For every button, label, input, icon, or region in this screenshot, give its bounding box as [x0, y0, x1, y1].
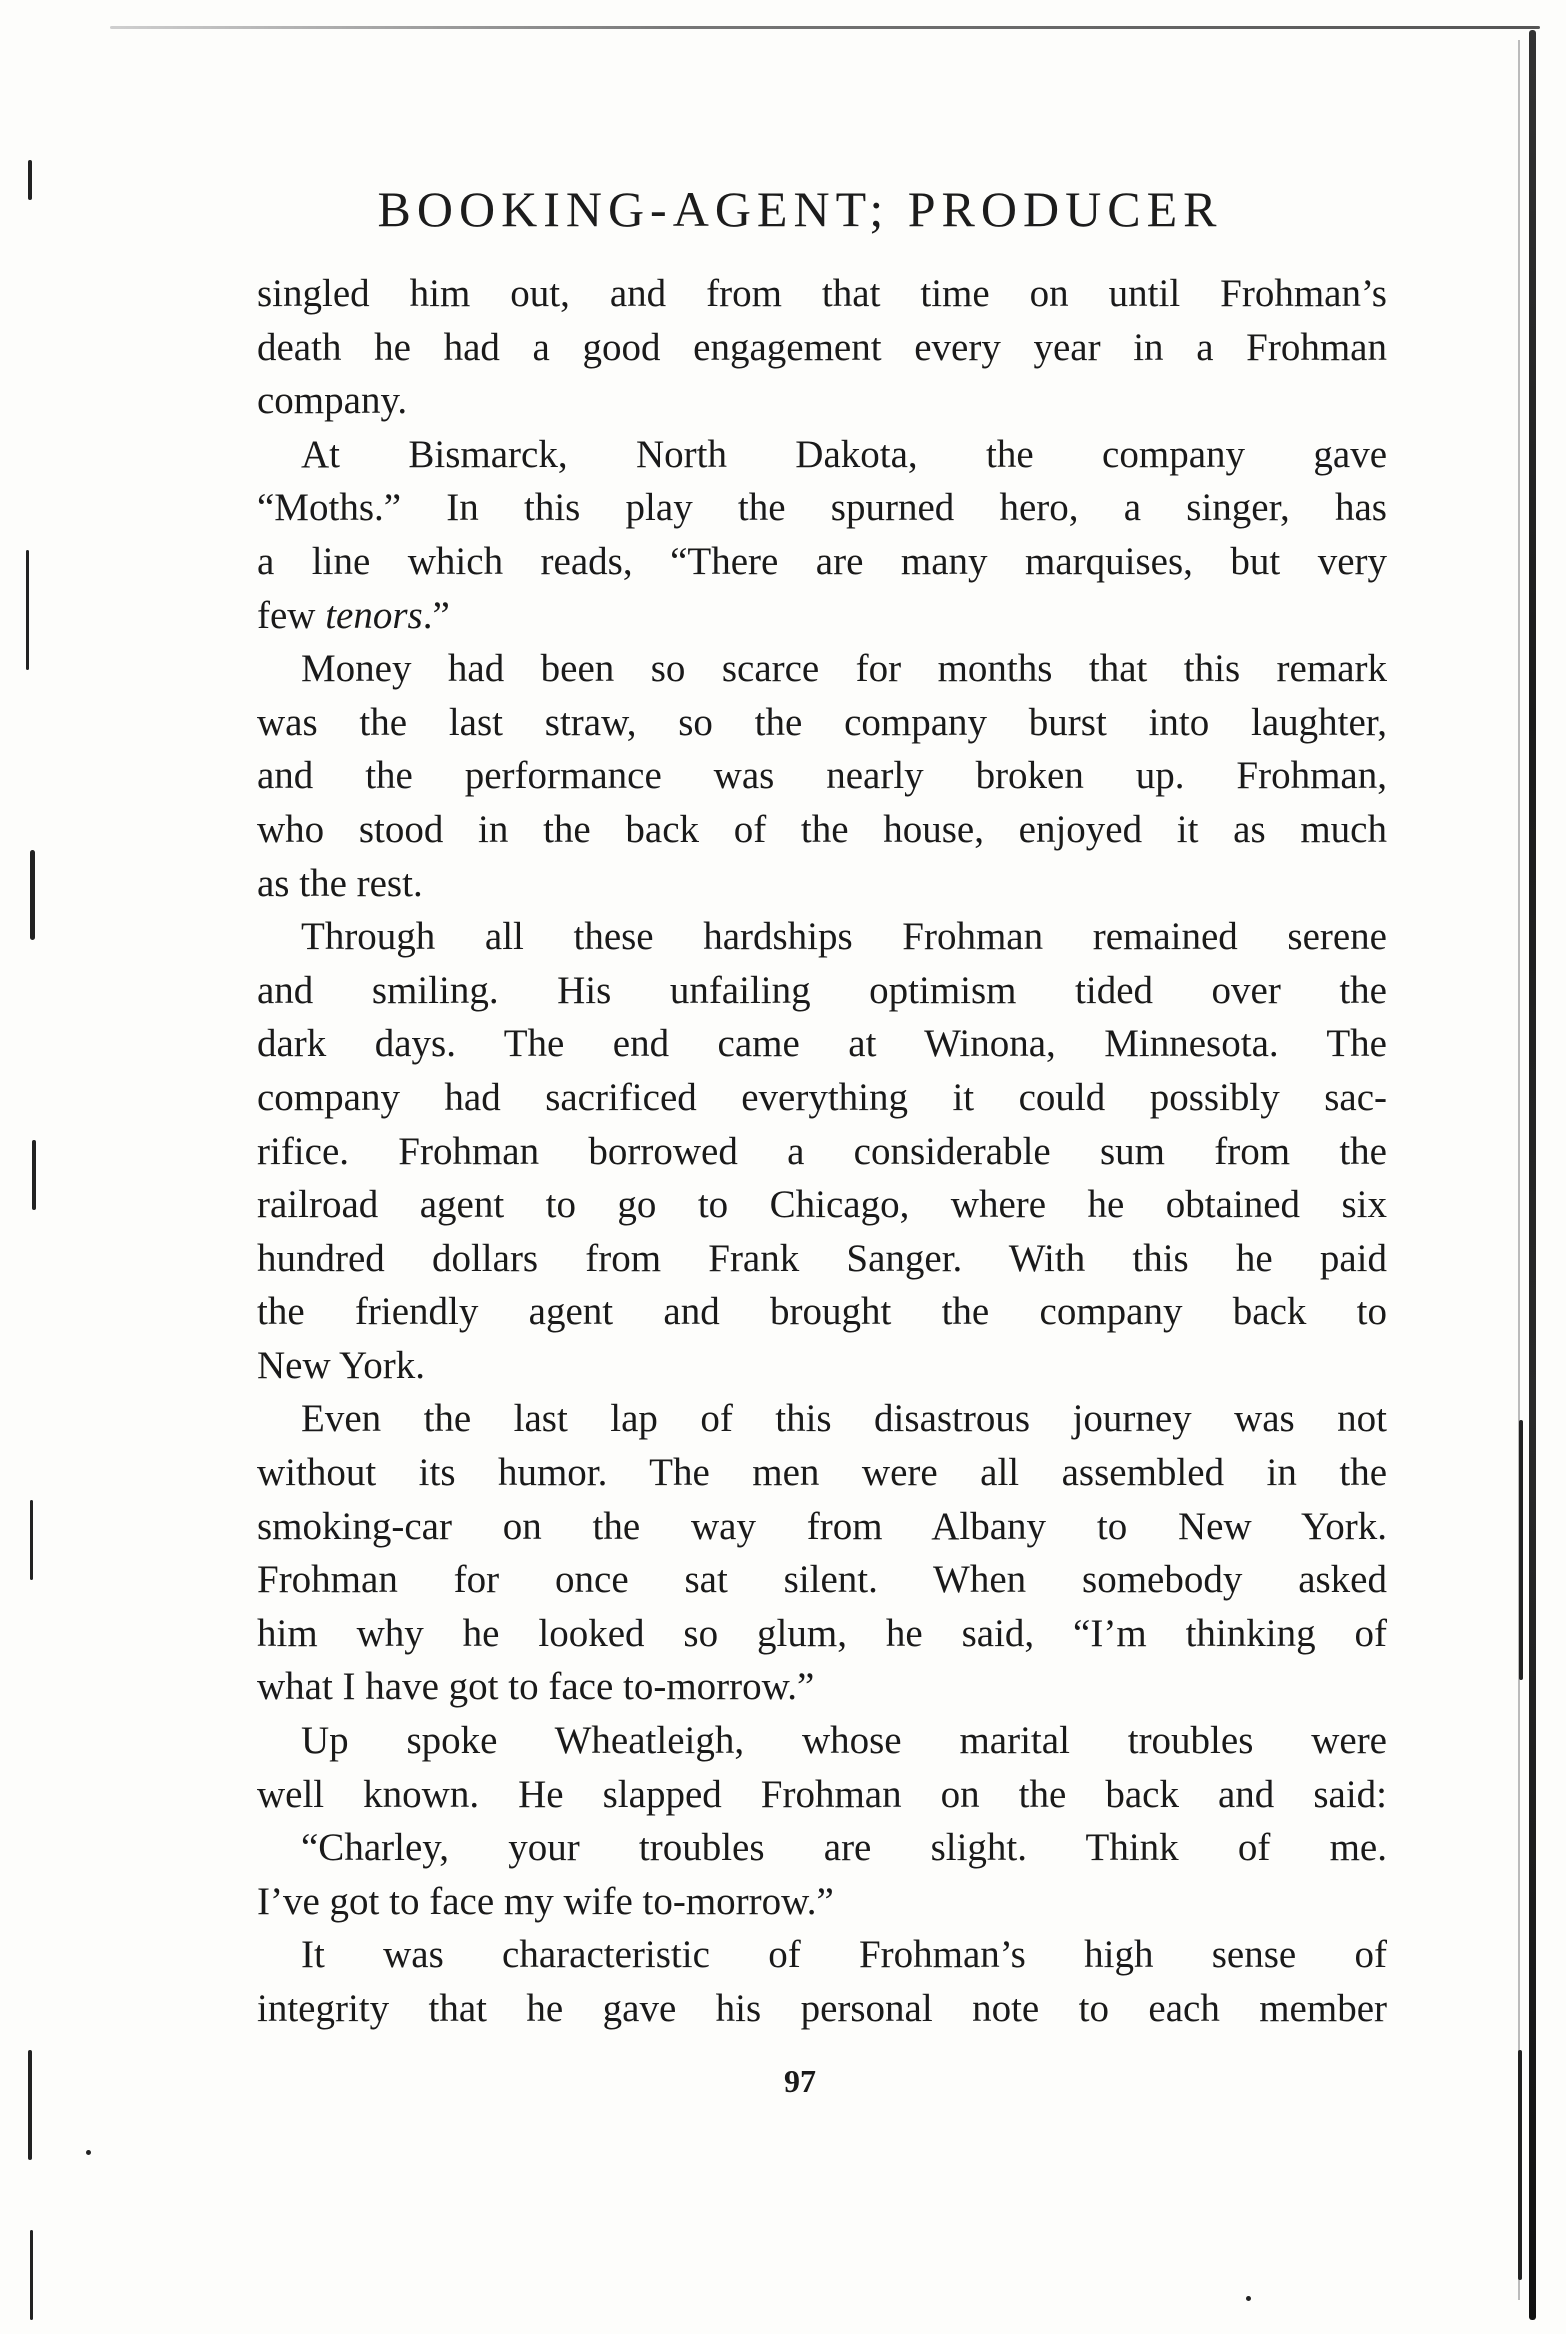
gutter-mark — [32, 1140, 36, 1210]
gutter-mark — [28, 160, 32, 200]
text-line-last: as the rest. — [257, 861, 423, 905]
text-line-last: company. — [257, 379, 408, 423]
text-span: few — [257, 593, 326, 637]
text-line: smoking-car on the way from Albany to New York. — [257, 1504, 1387, 1548]
page-right-inner-edge — [1518, 40, 1520, 2300]
text-line: company had sacrificed everything it could possibly sac- — [257, 1075, 1387, 1119]
text-line: Up spoke Wheatleigh, whose marital troubles were — [301, 1719, 1387, 1763]
text-span: .” — [422, 593, 450, 637]
text-line: was the last straw, so the company burst into laughter, — [257, 700, 1387, 744]
text-line: and the performance was nearly broken up. Frohman, — [257, 754, 1387, 798]
text-line: and smiling. His unfailing optimism tided over the — [257, 968, 1387, 1012]
paragraph — [257, 1821, 1387, 1928]
gutter-mark — [30, 850, 35, 940]
right-edge-mark — [1518, 2050, 1522, 2280]
page-top-edge — [110, 26, 1540, 29]
text-line: dark days. The end came at Winona, Minnesota. The — [257, 1022, 1387, 1066]
gutter-mark — [30, 1500, 33, 1580]
speck — [1246, 2296, 1251, 2301]
text-line-last: what I have got to face to-morrow.” — [257, 1665, 815, 1709]
italic-word: tenors — [325, 593, 423, 637]
text-line: who stood in the back of the house, enjoyed it as much — [257, 807, 1387, 851]
gutter-mark — [28, 2050, 32, 2160]
text-line: Through all these hardships Frohman remained serene — [301, 915, 1387, 959]
text-line: Money had been so scarce for months that this remark — [301, 647, 1387, 691]
paragraph — [257, 910, 1387, 1392]
text-line: “Charley, your troubles are slight. Think of me. — [301, 1826, 1387, 1870]
text-line: well known. He slapped Frohman on the back and said: — [257, 1772, 1387, 1816]
text-line: the friendly agent and brought the company back to — [257, 1290, 1387, 1334]
page-number: 97 — [784, 2063, 816, 2099]
text-line: death he had a good engagement every year in a Frohman — [257, 325, 1387, 369]
text-line: him why he looked so glum, he said, “I’m thinking of — [257, 1611, 1387, 1655]
text-line: integrity that he gave his personal note to each member — [257, 1987, 1387, 2030]
paragraph — [257, 642, 1387, 910]
text-line: singled him out, and from that time on until Frohman’s — [257, 272, 1387, 315]
text-line: At Bismarck, North Dakota, the company gave — [301, 432, 1387, 476]
page-right-edge — [1529, 30, 1536, 2320]
text-line: Frohman for once sat silent. When somebody asked — [257, 1558, 1387, 1602]
paragraph — [257, 267, 1387, 428]
text-line-last — [257, 589, 1387, 643]
paragraph — [257, 428, 1387, 642]
right-edge-mark — [1519, 1420, 1523, 1680]
text-line: a line which reads, “There are many marquises, but very — [257, 539, 1387, 583]
text-line-last: New York. — [257, 1343, 425, 1387]
text-line: without its humor. The men were all assembled in the — [257, 1451, 1387, 1495]
running-head: BOOKING-AGENT; PRODUCER — [377, 181, 1223, 237]
paragraph — [257, 1714, 1387, 1821]
text-line: Even the last lap of this disastrous journey was not — [301, 1397, 1387, 1441]
gutter-mark — [26, 550, 29, 670]
text-line: It was characteristic of Frohman’s high sense of — [301, 1933, 1387, 1977]
paragraph — [257, 1928, 1387, 2035]
text-line: rifice. Frohman borrowed a considerable sum from the — [257, 1129, 1387, 1173]
body-text — [257, 267, 1387, 2036]
text-line-last: I’ve got to face my wife to-morrow.” — [257, 1879, 834, 1923]
text-line: hundred dollars from Frank Sanger. With this he paid — [257, 1236, 1387, 1280]
text-line: railroad agent to go to Chicago, where he obtained six — [257, 1183, 1387, 1227]
speck — [86, 2150, 91, 2155]
text-line: “Moths.” In this play the spurned hero, a singer, has — [257, 486, 1387, 530]
paragraph — [257, 1392, 1387, 1714]
gutter-mark — [30, 2230, 33, 2320]
